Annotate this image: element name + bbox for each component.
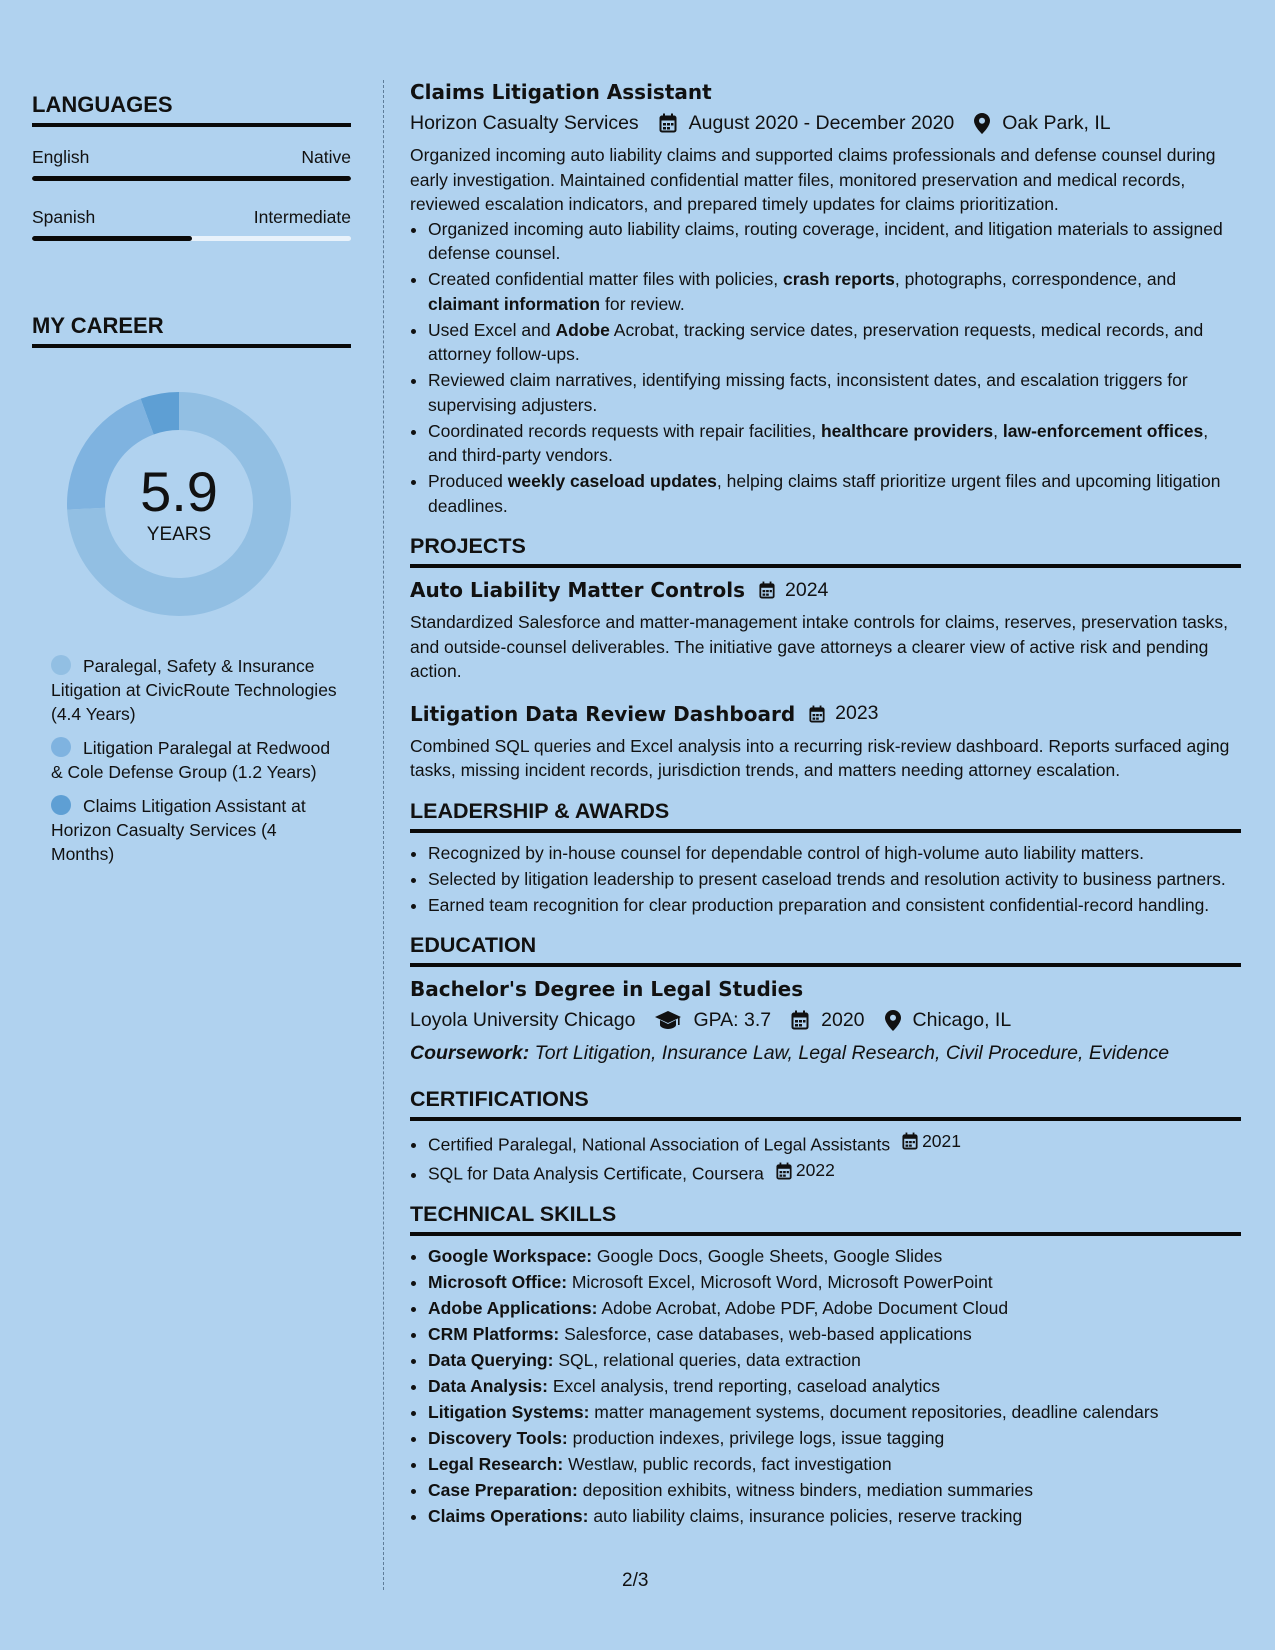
leadership-heading: LEADERSHIP & AWARDS (410, 797, 1241, 833)
job-company: Horizon Casualty Services (410, 112, 639, 134)
skill-label: Google Workspace: (428, 1246, 593, 1266)
education-heading: EDUCATION (410, 931, 1241, 967)
project-year: 2024 (785, 578, 829, 601)
certification-date (902, 1129, 961, 1154)
skill-item (428, 1452, 1241, 1477)
legend-text: Paralegal, Safety & Insurance Litigation at CivicRoute Technologies (4.4 Years) (51, 656, 337, 724)
bold-keyword: crash reports (783, 269, 895, 289)
education-meta (410, 1006, 1241, 1034)
leadership-item: • Earned team recognition for clear production preparation and consistent confidential-record handling. (428, 893, 1241, 918)
bullet-text: , (993, 420, 1003, 441)
graduation-cap-icon (655, 1011, 681, 1029)
job-title: Claims Litigation Assistant (410, 80, 712, 104)
languages-heading: LANGUAGES (32, 92, 351, 127)
legend-text: Litigation Paralegal at Redwood & Cole Defense Group (1.2 Years) (51, 738, 331, 782)
skills-list (410, 1244, 1241, 1529)
bullet-text: for review. (600, 293, 685, 314)
education-coursework (410, 1039, 1241, 1067)
bold-keyword: claimant information (428, 293, 601, 314)
skill-label: Litigation Systems: (428, 1402, 590, 1422)
skill-label: Adobe Applications: (428, 1298, 598, 1318)
career-legend-item (51, 654, 341, 726)
language-proficiency-fill (32, 176, 351, 181)
project-date (759, 579, 828, 602)
education-year: 2020 (821, 1009, 865, 1031)
skill-label: Microsoft Office: (428, 1272, 568, 1292)
bullet-text: Acrobat, tracking service dates, preservation requests, medical records, and attorney follow-ups. (428, 319, 1204, 364)
column-divider (383, 80, 384, 1590)
language-name: Spanish (32, 207, 96, 227)
career-heading: MY CAREER (32, 313, 351, 348)
language-item (32, 207, 351, 241)
calendar-icon (902, 1132, 918, 1150)
bullet-text: , photographs, correspondence, and (894, 269, 1177, 289)
job-bullet (428, 368, 1241, 417)
career-legend-item (51, 736, 341, 784)
skill-label: Data Analysis: (428, 1376, 548, 1396)
job-bullet (428, 267, 1241, 316)
bullet-text: Reviewed claim narratives, identifying missing facts, inconsistent dates, and escalation triggers for supervising adjusters. (428, 370, 1188, 415)
education-degree: Bachelor's Degree in Legal Studies (410, 977, 804, 1001)
project-header (410, 700, 1241, 728)
project-title: Litigation Data Review Dashboard (410, 701, 796, 726)
skill-item (428, 1400, 1241, 1425)
calendar-icon (776, 1162, 792, 1180)
project-item (410, 576, 1241, 684)
page-number: 2/3 (622, 1570, 649, 1591)
language-proficiency-bar (32, 236, 351, 241)
sidebar (32, 92, 351, 876)
language-row (32, 207, 351, 228)
bold-keyword: Adobe (555, 319, 610, 340)
calendar-icon (759, 581, 775, 599)
skill-item (428, 1348, 1241, 1373)
job-bullet (428, 217, 1241, 266)
coursework-label: Coursework: (410, 1042, 530, 1064)
leadership-item: • Selected by litigation leadership to present caseload trends and resolution activity to business partners. (428, 867, 1241, 892)
education-gpa: GPA: 3.7 (693, 1009, 772, 1031)
project-description: Standardized Salesforce and matter-management intake controls for claims, reserves, preservation tasks, and outside-counsel deliverables. The initiative gave attorneys a clearer view of active risk and pending action. (410, 612, 1229, 681)
coursework-list: Tort Litigation, Insurance Law, Legal Research, Civil Procedure, Evidence (529, 1042, 1170, 1064)
skill-item (428, 1270, 1241, 1295)
leadership-list (410, 841, 1241, 918)
language-level: Intermediate (253, 207, 351, 227)
leadership-item: • Recognized by in-house counsel for dependable control of high-volume auto liability matters. (428, 841, 1241, 866)
location-pin-icon (885, 1010, 901, 1031)
project-item (410, 700, 1241, 783)
skill-label: Legal Research: (428, 1454, 564, 1474)
skill-item (428, 1426, 1241, 1451)
skills-heading: TECHNICAL SKILLS (410, 1200, 1241, 1236)
skill-value: Excel analysis, trend reporting, caseload analytics (547, 1376, 940, 1396)
main-content (410, 78, 1241, 1530)
skill-item (428, 1322, 1241, 1347)
job-bullet (428, 469, 1241, 518)
certification-item (428, 1129, 1241, 1157)
job-bullets (410, 217, 1241, 519)
projects-list (410, 576, 1241, 783)
certification-date (776, 1158, 835, 1183)
languages-list (32, 147, 351, 241)
education-location: Chicago, IL (912, 1009, 1012, 1031)
skill-value: SQL, relational queries, data extraction (553, 1350, 861, 1370)
bullet-text: Produced (428, 471, 508, 491)
bold-keyword: weekly caseload updates (507, 471, 717, 491)
skill-item (428, 1296, 1241, 1321)
certifications-heading: CERTIFICATIONS (410, 1085, 1241, 1121)
certifications-list (410, 1129, 1241, 1186)
job-bullet (428, 419, 1241, 468)
job-location: Oak Park, IL (1002, 112, 1111, 134)
language-name: English (32, 147, 90, 167)
bullet-text: , helping claims staff prioritize urgent files and upcoming litigation deadlines. (428, 471, 1221, 516)
bullet-text: Organized incoming auto liability claims, routing coverage, incident, and litigation materials to assigned defense counsel. (428, 218, 1223, 263)
bullet-text: Coordinated records requests with repair facilities, (428, 420, 821, 441)
language-level: Native (301, 147, 351, 167)
legend-text: Claims Litigation Assistant at Horizon Casualty Services (4 Months) (51, 796, 306, 864)
calendar-icon (809, 705, 825, 723)
job-summary: Organized incoming auto liability claims and supported claims professionals and defense counsel during early investigation. Maintained confidential matter files, monitored preservation and medical records, reviewed escalation indicators, and prepared timely updates for claims prioritization. (410, 145, 1216, 214)
legend-dot (51, 795, 71, 815)
legend-dot (51, 655, 71, 675)
language-row (32, 147, 351, 168)
career-donut (67, 392, 291, 616)
skill-value: Microsoft Excel, Microsoft Word, Microsoft PowerPoint (567, 1272, 993, 1292)
skill-value: Salesforce, case databases, web-based applications (559, 1324, 972, 1344)
skill-item (428, 1374, 1241, 1399)
location-pin-icon (974, 113, 990, 134)
certification-year: 2021 (922, 1131, 962, 1151)
job-bullet (428, 318, 1241, 367)
skill-item (428, 1478, 1241, 1503)
bullet-text: Used Excel and (428, 319, 556, 340)
language-item (32, 147, 351, 181)
calendar-icon (791, 1010, 809, 1030)
skill-label: CRM Platforms: (428, 1324, 560, 1344)
project-header (410, 576, 1241, 604)
skill-label: Case Preparation: (428, 1480, 578, 1500)
bold-keyword: healthcare providers (820, 420, 994, 441)
skill-value: deposition exhibits, witness binders, mediation summaries (577, 1480, 1033, 1500)
project-description: Combined SQL queries and Excel analysis into a recurring risk-review dashboard. Reports surfaced aging tasks, missing incident records, jurisdiction trends, and matters needing attorney escalation. (410, 735, 1230, 780)
bullet-text: , and third-party vendors. (428, 420, 1209, 465)
projects-heading: PROJECTS (410, 532, 1241, 568)
bold-keyword: law-enforcement offices (1002, 420, 1204, 441)
project-title: Auto Liability Matter Controls (410, 578, 746, 602)
skill-value: Google Docs, Google Sheets, Google Slides (592, 1246, 943, 1266)
project-date (809, 702, 878, 725)
project-year: 2023 (835, 702, 879, 724)
skill-label: Discovery Tools: (428, 1428, 568, 1448)
calendar-icon (659, 113, 677, 133)
bullet-text: Created confidential matter files with policies, (428, 269, 784, 289)
skill-item (428, 1244, 1241, 1269)
skill-item (428, 1504, 1241, 1529)
language-proficiency-bar (32, 176, 351, 181)
career-legend (51, 654, 341, 866)
certification-name: SQL for Data Analysis Certificate, Coursera (428, 1163, 764, 1184)
skill-value: production indexes, privilege logs, issue tagging (567, 1428, 945, 1448)
skill-value: matter management systems, document repositories, deadline calendars (589, 1402, 1159, 1422)
education-school: Loyola University Chicago (410, 1009, 636, 1031)
career-total-unit: YEARS (146, 524, 212, 545)
legend-dot (51, 737, 71, 757)
job-meta (410, 109, 1241, 137)
certification-name: Certified Paralegal, National Association of Legal Assistants (428, 1134, 891, 1155)
skill-label: Claims Operations: (428, 1506, 589, 1526)
job-dates: August 2020 - December 2020 (688, 112, 955, 134)
skill-value: auto liability claims, insurance policies, reserve tracking (588, 1506, 1023, 1526)
career-total-value: 5.9 (140, 460, 218, 523)
language-proficiency-fill (32, 236, 192, 241)
career-legend-item (51, 794, 341, 866)
skill-value: Adobe Acrobat, Adobe PDF, Adobe Document Cloud (597, 1298, 1009, 1318)
skill-value: Westlaw, public records, fact investigation (563, 1454, 892, 1474)
certification-item (428, 1158, 1241, 1186)
skill-label: Data Querying: (428, 1350, 554, 1370)
certification-year: 2022 (795, 1160, 835, 1181)
